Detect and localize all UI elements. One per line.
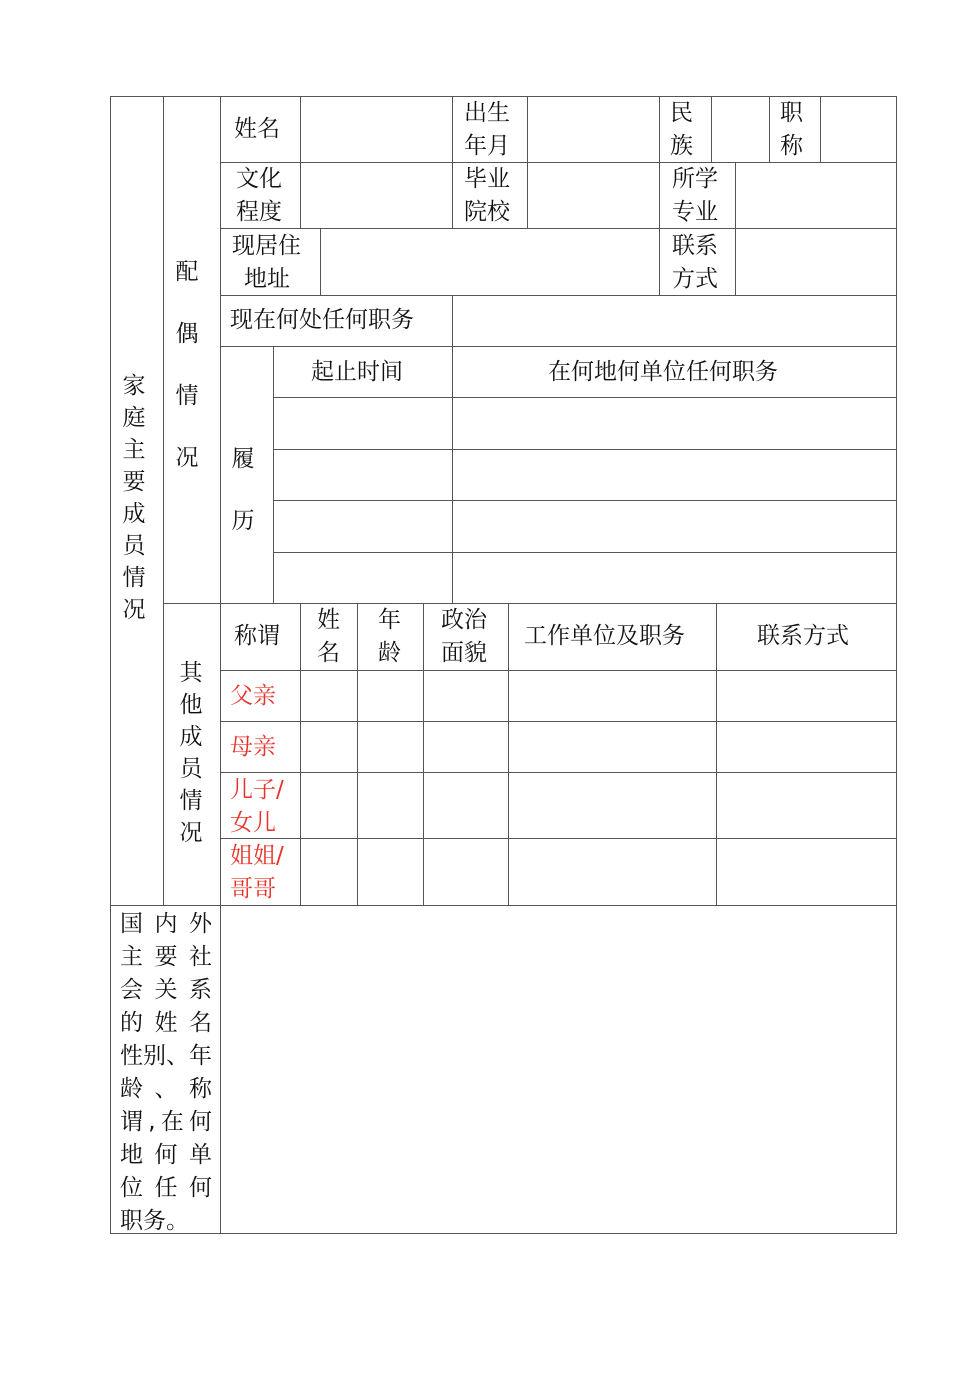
- name-label: 姓名: [234, 116, 280, 142]
- border-left: [110, 96, 111, 1234]
- spouse-education-field[interactable]: [301, 163, 451, 227]
- social-label-line: 职务。: [120, 1208, 189, 1234]
- social-label-line: 性别、年: [120, 1043, 212, 1069]
- header-work: 工作单位及职务: [524, 623, 685, 649]
- social-relations-field[interactable]: [221, 906, 895, 1232]
- header-age-line1: 年: [378, 607, 401, 633]
- social-label-line: 国内外: [120, 911, 212, 937]
- resume-col-time: 起止时间: [311, 359, 403, 385]
- title-label-line1: 职: [780, 100, 803, 126]
- spouse-title-field[interactable]: [821, 97, 895, 161]
- ethnicity-label-line1: 民: [670, 100, 693, 126]
- resume-label: 履历: [231, 446, 255, 534]
- spouse-contact-field[interactable]: [736, 229, 895, 294]
- social-label-line: 龄、称: [120, 1076, 212, 1102]
- education-label-line1: 文化: [236, 166, 282, 192]
- divider: [273, 552, 897, 553]
- divider: [273, 397, 897, 398]
- divider: [273, 449, 897, 450]
- social-label-line: 主要社: [120, 944, 212, 970]
- address-label-line2: 地址: [244, 266, 290, 292]
- contact-label-line1: 联系: [672, 233, 718, 259]
- relation-sister-line2: 哥哥: [230, 876, 276, 902]
- border-right: [896, 96, 897, 1234]
- spouse-address-field[interactable]: [321, 229, 658, 294]
- divider: [357, 603, 358, 905]
- divider: [508, 603, 509, 905]
- contact-label-line2: 方式: [672, 266, 718, 292]
- school-label-line2: 院校: [464, 199, 510, 225]
- birth-label-line1: 出生: [464, 100, 510, 126]
- divider: [163, 603, 897, 604]
- spouse-ethnicity-field[interactable]: [712, 97, 768, 161]
- current-position-label: 现在何处任何职务: [230, 307, 414, 333]
- relation-son-line1: 儿子/: [230, 777, 284, 803]
- divider: [220, 670, 897, 671]
- spouse-major-field[interactable]: [736, 163, 895, 227]
- social-label-line: 位任何: [120, 1175, 212, 1201]
- divider: [220, 772, 897, 773]
- divider: [452, 96, 453, 228]
- divider: [220, 721, 897, 722]
- ethnicity-label-line2: 族: [670, 133, 693, 159]
- address-label-line1: 现居住: [232, 233, 301, 259]
- divider: [220, 346, 897, 347]
- divider: [273, 500, 897, 501]
- border-bottom: [110, 1233, 897, 1234]
- spouse-current-position-field[interactable]: [453, 296, 895, 345]
- header-name-line2: 名: [317, 640, 340, 666]
- divider: [273, 346, 274, 603]
- header-political-line2: 面貌: [441, 640, 487, 666]
- header-political-line1: 政治: [441, 607, 487, 633]
- spouse-section-label: 配偶情况: [175, 259, 199, 471]
- divider: [423, 603, 424, 905]
- school-label-line1: 毕业: [464, 166, 510, 192]
- social-label-line: 会关系: [120, 977, 212, 1003]
- social-label-line: 地何单: [120, 1142, 212, 1168]
- header-name-line1: 姓: [317, 607, 340, 633]
- header-age-line2: 龄: [378, 640, 401, 666]
- divider: [452, 346, 453, 603]
- spouse-birth-field[interactable]: [528, 97, 658, 161]
- divider: [220, 838, 897, 839]
- social-relations-label: [120, 908, 212, 1238]
- spouse-name-field[interactable]: [301, 97, 451, 161]
- relation-father: 父亲: [230, 683, 276, 709]
- other-members-label: 其他成员情况: [179, 660, 203, 846]
- divider: [163, 96, 164, 906]
- social-label-line: 的姓名: [120, 1010, 212, 1036]
- divider: [659, 96, 660, 295]
- relation-sister-line1: 姐姐/: [230, 843, 284, 869]
- header-contact: 联系方式: [757, 623, 849, 649]
- title-label-line2: 称: [780, 133, 803, 159]
- family-section-label: 家庭主要成员情况: [122, 373, 146, 623]
- social-label-line: 谓,在何: [120, 1109, 212, 1135]
- divider: [769, 96, 770, 162]
- major-label-line2: 专业: [672, 199, 718, 225]
- relation-mother: 母亲: [230, 734, 276, 760]
- spouse-school-field[interactable]: [528, 163, 658, 227]
- education-label-line2: 程度: [236, 199, 282, 225]
- major-label-line1: 所学: [672, 166, 718, 192]
- birth-label-line2: 年月: [464, 133, 510, 159]
- divider: [300, 603, 301, 905]
- divider: [716, 603, 717, 905]
- header-relation: 称谓: [234, 623, 280, 649]
- resume-col-position: 在何地何单位任何职务: [548, 359, 778, 385]
- relation-son-line2: 女儿: [230, 810, 276, 836]
